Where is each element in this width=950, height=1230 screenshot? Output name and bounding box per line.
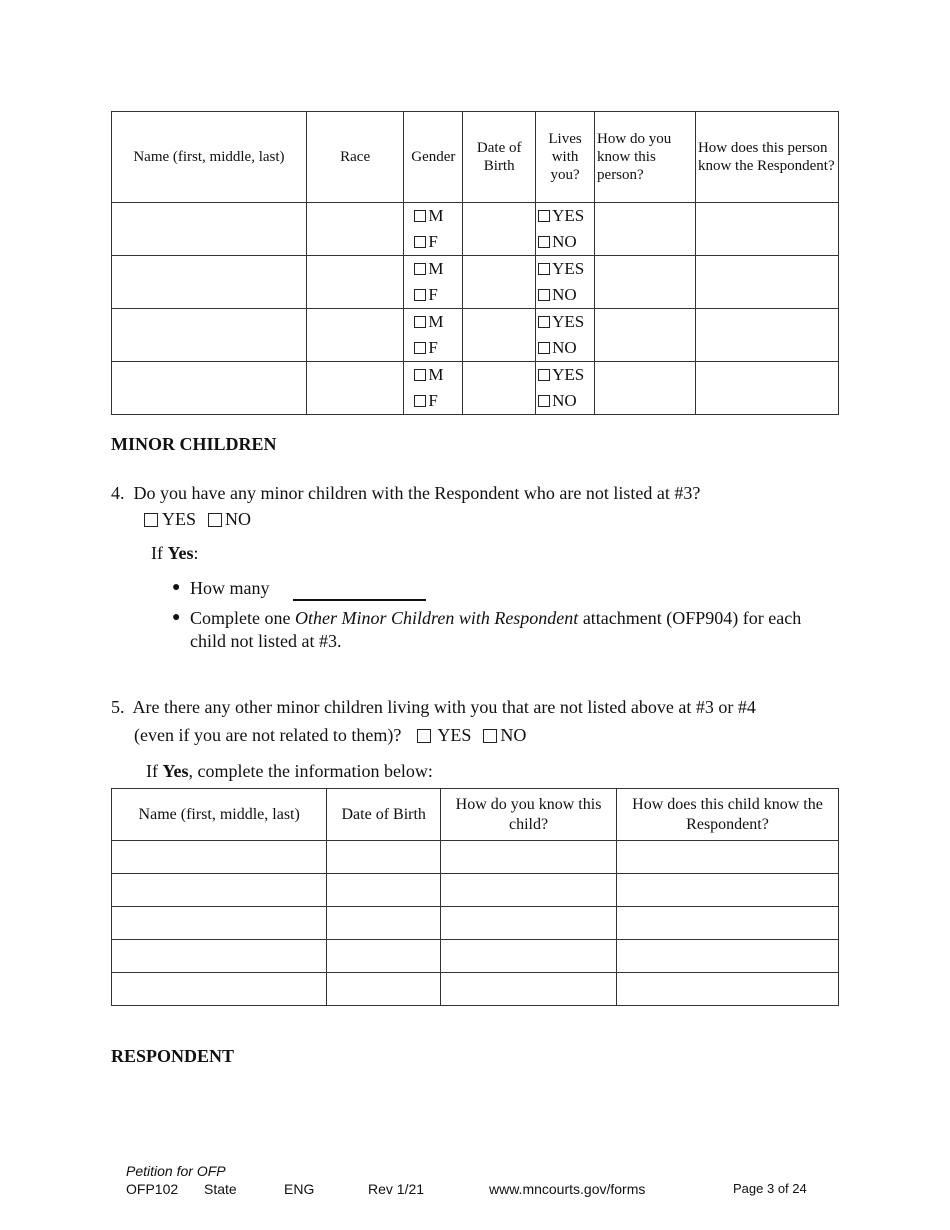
lives-with-option[interactable] <box>536 203 594 229</box>
q4-attachment-instruction: Complete one Other Minor Children with Respondent attachment (OFP904) for each child not listed at #3. <box>190 608 802 651</box>
cell-dob[interactable] <box>463 362 536 415</box>
cell-child-dob[interactable] <box>327 973 441 1006</box>
table-row <box>112 256 839 309</box>
cell-how-child-knows[interactable] <box>617 973 839 1006</box>
gender-checkbox[interactable] <box>414 289 426 301</box>
footer-revision: Rev 1/21 <box>368 1181 425 1197</box>
header-child-name: Name (first, middle, last) <box>112 789 327 841</box>
lives-with-option-label: NO <box>552 285 577 304</box>
cell-gender[interactable] <box>404 362 463 415</box>
cell-how-know-child[interactable] <box>441 874 617 907</box>
header-gender: Gender <box>404 112 463 203</box>
table-header-row <box>112 789 839 841</box>
gender-option[interactable] <box>404 203 462 229</box>
gender-option[interactable] <box>404 282 462 308</box>
question-4-options <box>144 509 251 530</box>
gender-checkbox[interactable] <box>414 210 426 222</box>
cell-name[interactable] <box>112 309 307 362</box>
q4-no-checkbox[interactable] <box>208 513 222 527</box>
cell-name[interactable] <box>112 256 307 309</box>
question-5-line2: (even if you are not related to them)? YES NO <box>134 725 527 745</box>
gender-checkbox[interactable] <box>414 316 426 328</box>
cell-race[interactable] <box>306 309 404 362</box>
lives-with-option-label: NO <box>552 338 577 357</box>
lives-with-checkbox[interactable] <box>538 236 550 248</box>
lives-with-option[interactable] <box>536 362 594 388</box>
cell-dob[interactable] <box>463 256 536 309</box>
lives-with-option[interactable] <box>536 256 594 282</box>
question-5-number: 5. <box>111 697 125 717</box>
cell-how-person-knows[interactable] <box>695 256 838 309</box>
cell-how-child-knows[interactable] <box>617 841 839 874</box>
gender-option-label: F <box>428 391 438 410</box>
lives-with-option-label: YES <box>552 206 585 225</box>
q4-no-label: NO <box>225 509 252 529</box>
gender-checkbox[interactable] <box>414 342 426 354</box>
lives-with-option-label: YES <box>552 259 585 278</box>
cell-how-person-knows[interactable] <box>695 203 838 256</box>
cell-dob[interactable] <box>463 309 536 362</box>
gender-checkbox[interactable] <box>414 263 426 275</box>
cell-child-name[interactable] <box>112 940 327 973</box>
cell-lives-with[interactable] <box>536 256 595 309</box>
header-how-know-child: How do you know this child? <box>441 789 617 841</box>
footer-language: ENG <box>284 1181 315 1197</box>
lives-with-option[interactable] <box>536 388 594 414</box>
lives-with-checkbox[interactable] <box>538 369 550 381</box>
gender-option[interactable] <box>404 335 462 361</box>
cell-child-name[interactable] <box>112 973 327 1006</box>
q4-how-many-label: How many <box>190 578 270 598</box>
table-header-row <box>112 112 839 203</box>
lives-with-option[interactable] <box>536 282 594 308</box>
cell-gender[interactable] <box>404 309 463 362</box>
cell-how-know[interactable] <box>595 362 696 415</box>
table-row <box>112 973 839 1006</box>
q5-no-checkbox[interactable] <box>483 729 497 743</box>
cell-how-child-knows[interactable] <box>617 907 839 940</box>
footer-form-title: Petition for OFP <box>126 1163 226 1179</box>
gender-option[interactable] <box>404 256 462 282</box>
table-row <box>112 309 839 362</box>
cell-how-know[interactable] <box>595 309 696 362</box>
cell-how-know-child[interactable] <box>441 841 617 874</box>
header-race: Race <box>306 112 404 203</box>
gender-option[interactable] <box>404 388 462 414</box>
table-row <box>112 907 839 940</box>
cell-how-know[interactable] <box>595 203 696 256</box>
cell-lives-with[interactable] <box>536 203 595 256</box>
cell-lives-with[interactable] <box>536 362 595 415</box>
cell-how-child-knows[interactable] <box>617 874 839 907</box>
q5-no-label: NO <box>500 725 527 745</box>
gender-option-label: F <box>428 232 438 251</box>
cell-child-name[interactable] <box>112 907 327 940</box>
gender-option-label: M <box>428 312 444 331</box>
lives-with-checkbox[interactable] <box>538 342 550 354</box>
cell-name[interactable] <box>112 362 307 415</box>
gender-option-label: M <box>428 365 444 384</box>
lives-with-checkbox[interactable] <box>538 289 550 301</box>
footer-form-id: OFP102 <box>126 1181 179 1197</box>
cell-child-dob[interactable] <box>327 907 441 940</box>
cell-name[interactable] <box>112 203 307 256</box>
question-5-text: Are there any other minor children living with you that are not listed above at #3 or #4 <box>132 697 756 717</box>
gender-option[interactable] <box>404 229 462 255</box>
cell-how-know-child[interactable] <box>441 940 617 973</box>
lives-with-option-label: NO <box>552 232 577 251</box>
q5-if-yes: If Yes, complete the information below: <box>146 761 433 781</box>
header-dob: Date of Birth <box>463 112 536 203</box>
section-heading-respondent: RESPONDENT <box>111 1046 235 1066</box>
gender-checkbox[interactable] <box>414 395 426 407</box>
lives-with-option[interactable] <box>536 309 594 335</box>
header-child-dob: Date of Birth <box>327 789 441 841</box>
gender-option[interactable] <box>404 362 462 388</box>
cell-child-dob[interactable] <box>327 940 441 973</box>
table-row <box>112 362 839 415</box>
cell-child-name[interactable] <box>112 874 327 907</box>
header-how-child-knows: How does this child know the Respondent? <box>617 789 839 841</box>
cell-how-person-knows[interactable] <box>695 362 838 415</box>
table-row <box>112 841 839 874</box>
footer-jurisdiction: State <box>204 1181 237 1197</box>
footer-url[interactable]: www.mncourts.gov/forms <box>489 1181 646 1197</box>
cell-child-name[interactable] <box>112 841 327 874</box>
cell-race[interactable] <box>306 362 404 415</box>
q4-how-many-input[interactable] <box>293 599 426 601</box>
gender-option-label: M <box>428 259 444 278</box>
table-row <box>112 874 839 907</box>
cell-child-dob[interactable] <box>327 874 441 907</box>
cell-how-know-child[interactable] <box>441 907 617 940</box>
cell-how-person-knows[interactable] <box>695 309 838 362</box>
lives-with-option-label: YES <box>552 312 585 331</box>
household-members-table <box>111 111 839 415</box>
header-name: Name (first, middle, last) <box>112 112 307 203</box>
cell-how-child-knows[interactable] <box>617 940 839 973</box>
question-4-text: Do you have any minor children with the Respondent who are not listed at #3? <box>133 483 701 503</box>
cell-gender[interactable] <box>404 203 463 256</box>
q5-yes-label: YES <box>437 725 472 745</box>
section-heading-minor-children: MINOR CHILDREN <box>111 434 277 454</box>
header-how-know: How do you know this person? <box>595 112 696 203</box>
lives-with-option[interactable] <box>536 229 594 255</box>
other-children-table <box>111 788 839 1006</box>
gender-option-label: F <box>428 338 438 357</box>
cell-dob[interactable] <box>463 203 536 256</box>
gender-option[interactable] <box>404 309 462 335</box>
cell-lives-with[interactable] <box>536 309 595 362</box>
lives-with-checkbox[interactable] <box>538 210 550 222</box>
bullet-icon: ● <box>172 610 181 625</box>
footer-page-number: Page 3 of 24 <box>733 1181 807 1196</box>
gender-option-label: M <box>428 206 444 225</box>
cell-how-know[interactable] <box>595 256 696 309</box>
lives-with-option-label: NO <box>552 391 577 410</box>
lives-with-checkbox[interactable] <box>538 316 550 328</box>
bullet-icon: ● <box>172 580 181 595</box>
gender-option-label: F <box>428 285 438 304</box>
table-row <box>112 940 839 973</box>
gender-checkbox[interactable] <box>414 236 426 248</box>
cell-gender[interactable] <box>404 256 463 309</box>
lives-with-option[interactable] <box>536 335 594 361</box>
q4-yes-label: YES <box>162 509 197 529</box>
q4-yes-checkbox[interactable] <box>144 513 158 527</box>
lives-with-option-label: YES <box>552 365 585 384</box>
table-row <box>112 203 839 256</box>
header-how-person-knows: How does this person know the Respondent? <box>695 112 838 203</box>
lives-with-checkbox[interactable] <box>538 263 550 275</box>
cell-race[interactable] <box>306 256 404 309</box>
question-4-number: 4. <box>111 483 125 503</box>
q4-if-yes: If Yes: <box>151 543 199 563</box>
gender-checkbox[interactable] <box>414 369 426 381</box>
cell-race[interactable] <box>306 203 404 256</box>
header-lives-with: Lives with you? <box>536 112 595 203</box>
cell-child-dob[interactable] <box>327 841 441 874</box>
cell-how-know-child[interactable] <box>441 973 617 1006</box>
question-4 <box>111 483 700 504</box>
question-5 <box>111 697 756 718</box>
lives-with-checkbox[interactable] <box>538 395 550 407</box>
q5-yes-checkbox[interactable] <box>417 729 431 743</box>
